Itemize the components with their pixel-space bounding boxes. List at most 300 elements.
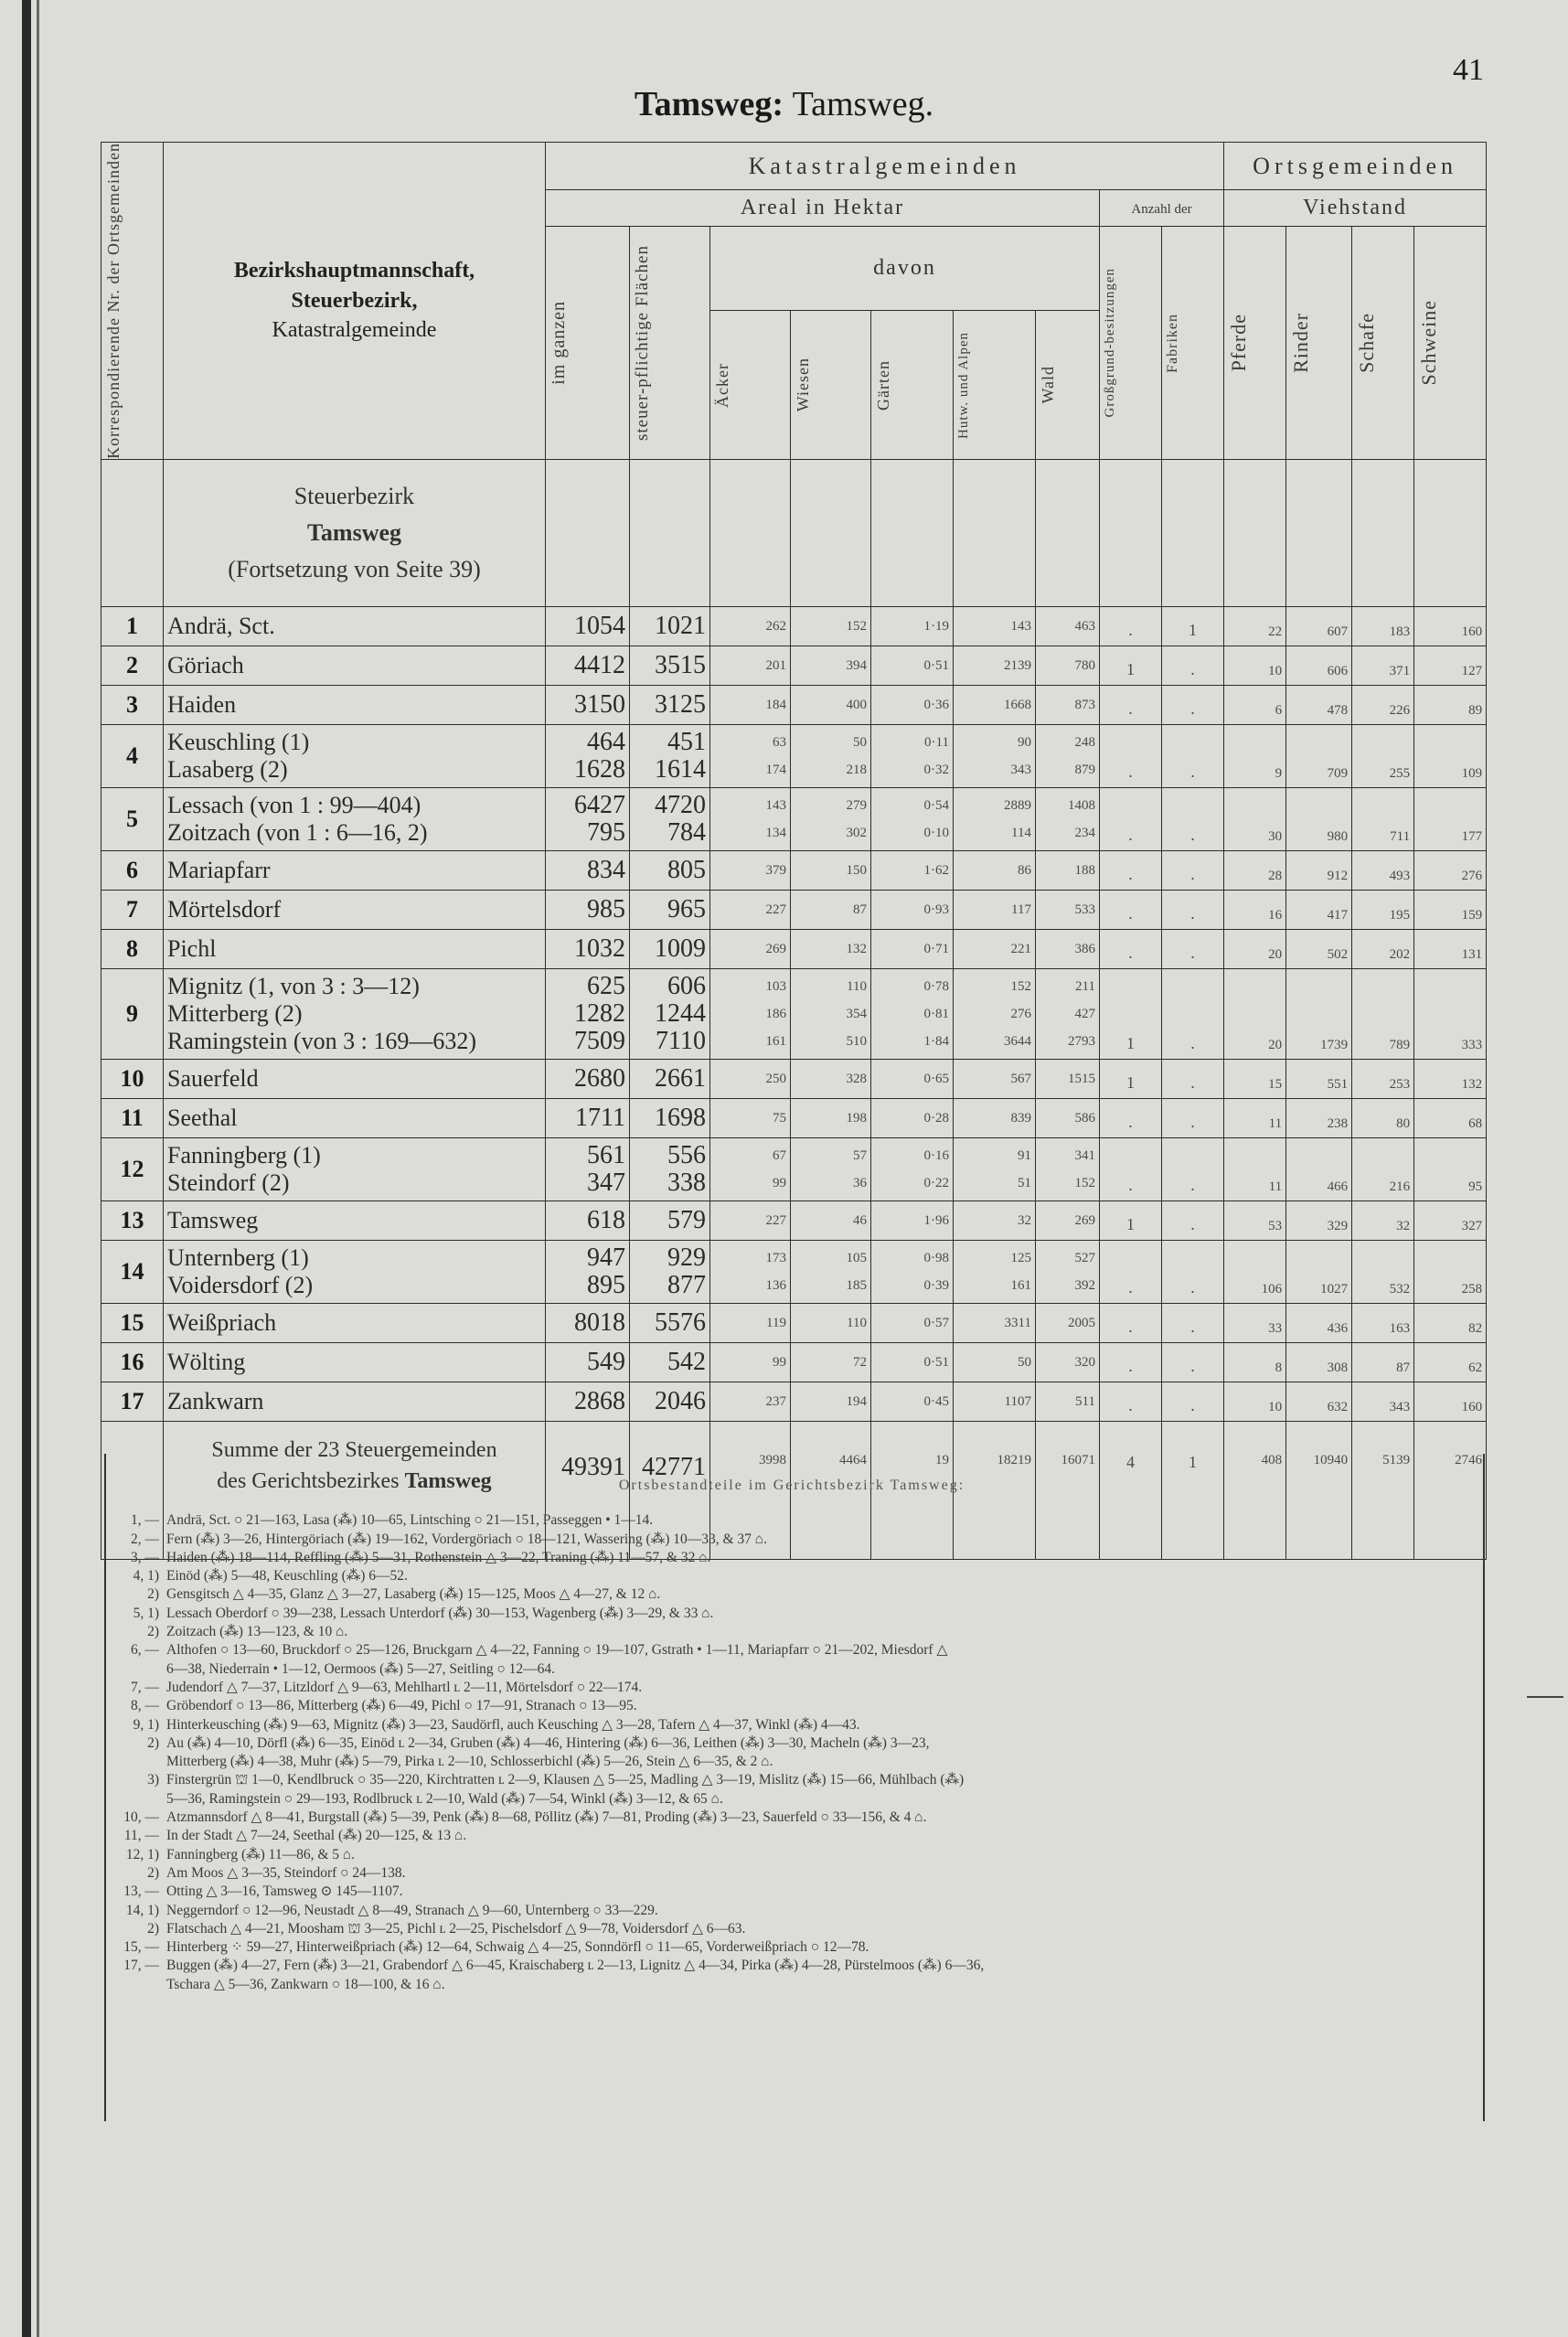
col-fabriken: . <box>1162 1303 1224 1342</box>
katastral-name: Tamsweg <box>167 1206 259 1233</box>
table-row <box>101 968 1487 1059</box>
title-main: Tamsweg: <box>634 85 784 123</box>
row-number: 9 <box>101 968 164 1059</box>
intro-cell: Steuerbezirk Tamsweg (Fortsetzung von Seite 39) <box>164 459 546 606</box>
col-grossgrund: 1 <box>1100 1059 1162 1098</box>
col-im-ganzen <box>546 1240 630 1303</box>
col-hutw-value: 161 <box>1010 1277 1031 1293</box>
summary-gross: 4 <box>1100 1421 1162 1559</box>
col-steuerpflichtig-value: 451 <box>667 727 706 756</box>
col-hutw-value: 221 <box>1010 941 1031 956</box>
col-wald <box>1036 1201 1100 1240</box>
col-im-ganzen-value: 561 <box>587 1140 625 1169</box>
col-wiesen-value: 150 <box>846 862 867 878</box>
col-wald-value: 1408 <box>1068 797 1095 813</box>
note-line <box>106 1920 1477 1938</box>
col-acker-value: 99 <box>773 1175 786 1190</box>
note-line <box>106 1790 1477 1809</box>
col-hutw <box>954 787 1036 850</box>
header-pferde: Pferde <box>1224 227 1286 460</box>
row-number: 15 <box>101 1303 164 1342</box>
note-text: Lessach Oberdorf ○ 39—238, Lessach Unterdorf (⁂) 30—153, Wagenberg (⁂) 3—29, & 33 ⌂. <box>166 1605 714 1621</box>
note-line <box>106 1957 1477 1975</box>
col-acker-value: 75 <box>773 1110 786 1126</box>
col-rinder: 466 <box>1286 1137 1352 1201</box>
col-rinder: 551 <box>1286 1059 1352 1098</box>
col-acker-value: 201 <box>765 657 786 673</box>
col-gaerten-value: 0·98 <box>923 1250 949 1265</box>
note-number <box>106 1790 166 1809</box>
binding-edge <box>22 0 31 2337</box>
note-number: 14, 1) <box>125 1902 159 1918</box>
note-number: 6, — <box>131 1642 159 1659</box>
col-fabriken: . <box>1162 1137 1224 1201</box>
col-acker-value: 161 <box>765 1033 786 1049</box>
note-number: 2) <box>147 1920 159 1937</box>
col-acker <box>710 724 791 787</box>
note-line <box>106 1697 1477 1715</box>
col-acker <box>710 1303 791 1342</box>
col-acker <box>710 1098 791 1137</box>
col-schafe: 493 <box>1352 850 1414 890</box>
header-wiesen: Wiesen <box>791 311 871 460</box>
col-im-ganzen-value: 618 <box>587 1205 625 1234</box>
note-line <box>106 1511 1477 1530</box>
col-wiesen <box>791 1201 871 1240</box>
col-wiesen-value: 132 <box>846 941 867 956</box>
col-gaerten-value: 0·51 <box>923 1354 949 1370</box>
table-row <box>101 850 1487 890</box>
col-steuerpflichtig-value: 3515 <box>655 650 706 679</box>
col-acker <box>710 1137 791 1201</box>
col-hutw-value: 1668 <box>1004 697 1031 712</box>
col-gaerten-value: 0·22 <box>923 1175 949 1190</box>
row-names <box>164 1240 546 1303</box>
header-grossgrund: Großgrund-besitzungen <box>1100 227 1162 460</box>
col-acker <box>710 1201 791 1240</box>
col-hutw-value: 2139 <box>1004 657 1031 673</box>
col-pferde: 16 <box>1224 890 1286 929</box>
col-wald-value: 248 <box>1074 734 1095 750</box>
summary-fab: 1 <box>1162 1421 1224 1559</box>
col-pferde: 10 <box>1224 646 1286 685</box>
col-steuerpflichtig-value: 5576 <box>655 1307 706 1337</box>
col-wiesen <box>791 968 871 1059</box>
col-steuerpflichtig-value: 1244 <box>655 998 706 1028</box>
col-grossgrund: . <box>1100 1342 1162 1382</box>
row-number: 11 <box>101 1098 164 1137</box>
col-wiesen <box>791 1382 871 1421</box>
col-grossgrund: . <box>1100 1098 1162 1137</box>
katastral-name: Pichl <box>167 934 217 962</box>
col-hutw <box>954 890 1036 929</box>
col-acker-value: 174 <box>765 762 786 777</box>
col-hutw <box>954 968 1036 1059</box>
col-im-ganzen-value: 947 <box>587 1243 625 1272</box>
binding-edge-line <box>37 0 39 2337</box>
col-wiesen-value: 57 <box>853 1147 867 1163</box>
row-names <box>164 724 546 787</box>
table-row <box>101 724 1487 787</box>
col-acker <box>710 646 791 685</box>
col-wald-value: 873 <box>1074 697 1095 712</box>
katastral-name: Mörtelsdorf <box>167 895 282 923</box>
col-grossgrund: . <box>1100 724 1162 787</box>
col-wiesen-value: 36 <box>853 1175 867 1190</box>
col-wald-value: 320 <box>1074 1354 1095 1370</box>
col-wiesen <box>791 606 871 646</box>
col-steuerpflichtig-value: 805 <box>667 855 706 884</box>
col-wiesen-value: 194 <box>846 1393 867 1409</box>
note-number: 2, — <box>131 1531 159 1547</box>
col-gaerten <box>871 1098 954 1137</box>
col-fabriken: . <box>1162 1342 1224 1382</box>
col-wald <box>1036 929 1100 968</box>
katastral-name: Mitterberg (2) <box>167 999 303 1027</box>
col-im-ganzen <box>546 606 630 646</box>
col-wald-value: 780 <box>1074 657 1095 673</box>
col-acker-value: 184 <box>765 697 786 712</box>
col-im-ganzen-value: 6427 <box>574 790 625 819</box>
col-gaerten-value: 0·28 <box>923 1110 949 1126</box>
row-number: 1 <box>101 606 164 646</box>
note-text: Gröbendorf ○ 13—86, Mitterberg (⁂) 6—49, Pichl ○ 17—91, Stranach ○ 13—95. <box>166 1698 637 1714</box>
col-wiesen-value: 218 <box>846 762 867 777</box>
col-gaerten-value: 1·62 <box>923 862 949 878</box>
col-steuerpflichtig-value: 4720 <box>655 790 706 819</box>
col-schweine: 177 <box>1414 787 1487 850</box>
col-rinder: 632 <box>1286 1382 1352 1421</box>
col-wiesen-value: 279 <box>846 797 867 813</box>
note-number: 7, — <box>131 1679 159 1695</box>
notes-list <box>106 1511 1477 1994</box>
col-steuerpflichtig <box>630 1059 710 1098</box>
col-schafe: 183 <box>1352 606 1414 646</box>
note-number: 17, — <box>123 1958 159 1974</box>
col-wald <box>1036 685 1100 724</box>
header-areal: Areal in Hektar <box>546 190 1100 227</box>
summary-line1: Summe der 23 Steuergemeinden <box>211 1437 497 1462</box>
col-im-ganzen-value: 1711 <box>575 1103 625 1132</box>
col-pferde: 20 <box>1224 968 1286 1059</box>
note-number: 3) <box>147 1772 159 1788</box>
col-hutw-value: 114 <box>1011 825 1031 840</box>
row-number: 4 <box>101 724 164 787</box>
note-line <box>106 1641 1477 1659</box>
col-pferde: 33 <box>1224 1303 1286 1342</box>
katastral-name: Wölting <box>167 1348 246 1375</box>
col-im-ganzen <box>546 1382 630 1421</box>
col-schweine: 62 <box>1414 1342 1487 1382</box>
col-acker-value: 379 <box>765 862 786 878</box>
col-steuerpflichtig-value: 784 <box>667 817 706 847</box>
col-acker <box>710 1059 791 1098</box>
table-row <box>101 1240 1487 1303</box>
col-steuerpflichtig-value: 2661 <box>655 1063 706 1093</box>
header-steuerpflichtig: steuer-pflichtige Flächen <box>630 227 710 460</box>
col-acker-value: 173 <box>765 1250 786 1265</box>
col-schweine: 82 <box>1414 1303 1487 1342</box>
note-number: 2) <box>147 1586 159 1603</box>
margin-mark <box>1527 1696 1563 1698</box>
col-wald-value: 533 <box>1074 902 1095 917</box>
katastral-name: Andrä, Sct. <box>167 612 275 639</box>
header-schafe: Schafe <box>1352 227 1414 460</box>
col-steuerpflichtig-value: 3125 <box>655 689 706 719</box>
col-gaerten-value: 0·45 <box>923 1393 949 1409</box>
row-number: 7 <box>101 890 164 929</box>
col-wald <box>1036 606 1100 646</box>
row-names <box>164 646 546 685</box>
col-im-ganzen <box>546 890 630 929</box>
col-gaerten <box>871 1303 954 1342</box>
col-acker-value: 119 <box>766 1315 786 1330</box>
header-fabriken: Fabriken <box>1162 227 1224 460</box>
col-pferde: 8 <box>1224 1342 1286 1382</box>
col-im-ganzen-value: 1032 <box>574 934 625 963</box>
col-acker-value: 136 <box>765 1277 786 1293</box>
col-pferde: 11 <box>1224 1137 1286 1201</box>
page-number: 41 <box>1453 53 1484 87</box>
col-im-ganzen-value: 3150 <box>574 689 625 719</box>
col-pferde: 6 <box>1224 685 1286 724</box>
col-schweine: 160 <box>1414 606 1487 646</box>
katastral-name: Sauerfeld <box>167 1064 259 1092</box>
col-wiesen-value: 354 <box>846 1006 867 1021</box>
row-names <box>164 1342 546 1382</box>
row-number: 13 <box>101 1201 164 1240</box>
col-acker <box>710 929 791 968</box>
col-im-ganzen <box>546 968 630 1059</box>
katastral-name: Steindorf (2) <box>167 1168 290 1196</box>
katastral-name: Ramingstein (von 3 : 169—632) <box>167 1027 476 1054</box>
summary-ganz: 49391 <box>546 1421 630 1559</box>
col-wald-value: 1515 <box>1068 1071 1095 1086</box>
col-wald-value: 269 <box>1074 1212 1095 1228</box>
table-row <box>101 685 1487 724</box>
col-steuerpflichtig <box>630 968 710 1059</box>
col-acker <box>710 685 791 724</box>
col-wiesen <box>791 1137 871 1201</box>
col-steuerpflichtig <box>630 1342 710 1382</box>
col-wiesen-value: 50 <box>853 734 867 750</box>
row-names <box>164 1382 546 1421</box>
col-fabriken: . <box>1162 850 1224 890</box>
col-wald-value: 463 <box>1074 618 1095 634</box>
col-im-ganzen-value: 895 <box>587 1270 625 1299</box>
col-wald <box>1036 1137 1100 1201</box>
col-wald <box>1036 890 1100 929</box>
col-fabriken: . <box>1162 724 1224 787</box>
col-schweine: 159 <box>1414 890 1487 929</box>
col-im-ganzen-value: 8018 <box>574 1307 625 1337</box>
note-text: Zoitzach (⁂) 13—123, & 10 ⌂. <box>166 1624 348 1640</box>
col-wiesen-value: 400 <box>846 697 867 712</box>
col-wiesen <box>791 1098 871 1137</box>
col-hutw-value: 51 <box>1018 1175 1031 1190</box>
col-hutw-value: 50 <box>1018 1354 1031 1370</box>
katastral-name: Unternberg (1) <box>167 1243 309 1271</box>
table-row <box>101 929 1487 968</box>
intro-nr <box>101 459 164 606</box>
note-text: Otting △ 3—16, Tamsweg ⊙ 145—1107. <box>166 1883 403 1900</box>
col-fabriken: . <box>1162 1059 1224 1098</box>
col-acker-value: 99 <box>773 1354 786 1370</box>
note-number: 3, — <box>131 1549 159 1565</box>
note-text: Gensgitsch △ 4—35, Glanz △ 3—27, Lasaberg (⁂) 15—125, Moos △ 4—27, & 12 ⌂. <box>166 1586 661 1603</box>
header-gaerten: Gärten <box>871 311 954 460</box>
col-steuerpflichtig <box>630 1098 710 1137</box>
row-names <box>164 968 546 1059</box>
row-names <box>164 1303 546 1342</box>
col-hutw <box>954 1201 1036 1240</box>
col-im-ganzen <box>546 1201 630 1240</box>
summary-hutw: 18219 <box>954 1421 1036 1559</box>
col-steuerpflichtig-value: 1009 <box>655 934 706 963</box>
col-schweine: 132 <box>1414 1059 1487 1098</box>
col-gaerten-value: 0·51 <box>923 657 949 673</box>
col-acker <box>710 1382 791 1421</box>
katastral-name: Lessach (von 1 : 99—404) <box>167 791 421 818</box>
col-gaerten <box>871 787 954 850</box>
col-wiesen <box>791 890 871 929</box>
note-text: Fanningberg (⁂) 11—86, & 5 ⌂. <box>166 1846 356 1862</box>
col-gaerten-value: 0·39 <box>923 1277 949 1293</box>
col-fabriken: . <box>1162 646 1224 685</box>
col-wald-value: 527 <box>1074 1250 1095 1265</box>
col-steuerpflichtig-value: 965 <box>667 894 706 923</box>
col-pferde: 53 <box>1224 1201 1286 1240</box>
note-text: Finstergrün ⛫ 1—0, Kendlbruck ○ 35—220, Kirchtratten ʟ 2—9, Klausen △ 5—25, Madling △ 3—19, Mislitz (⁂) 15—66, Mühlbach (⁂) <box>166 1772 965 1788</box>
note-line <box>106 1902 1477 1920</box>
table-row <box>101 787 1487 850</box>
header-davon: davon <box>710 227 1100 311</box>
col-wiesen <box>791 646 871 685</box>
col-gaerten <box>871 724 954 787</box>
note-number: 2) <box>147 1734 159 1751</box>
note-number: 1, — <box>131 1512 159 1529</box>
col-wald-value: 211 <box>1075 978 1095 994</box>
note-text: Mitterberg (⁂) 4—38, Muhr (⁂) 5—79, Pirka ʟ 2—10, Schlosserbichl (⁂) 5—26, Stein △ 6—35, & 2 ⌂. <box>166 1754 773 1770</box>
col-pferde: 9 <box>1224 724 1286 787</box>
col-im-ganzen <box>546 1342 630 1382</box>
col-steuerpflichtig-value: 338 <box>667 1168 706 1197</box>
col-gaerten <box>871 1382 954 1421</box>
note-line <box>106 1938 1477 1957</box>
col-schafe: 711 <box>1352 787 1414 850</box>
row-names <box>164 1098 546 1137</box>
col-wiesen <box>791 1059 871 1098</box>
col-schweine: 327 <box>1414 1201 1487 1240</box>
col-wald-value: 234 <box>1074 825 1095 840</box>
col-hutw <box>954 1342 1036 1382</box>
col-schweine: 131 <box>1414 929 1487 968</box>
note-text: Am Moos △ 3—35, Steindorf ○ 24—138. <box>166 1864 406 1881</box>
col-hutw <box>954 1137 1036 1201</box>
col-hutw <box>954 1240 1036 1303</box>
col-schafe: 255 <box>1352 724 1414 787</box>
table-row <box>101 1201 1487 1240</box>
note-text: In der Stadt △ 7—24, Seethal (⁂) 20—125, & 13 ⌂. <box>166 1828 467 1844</box>
col-pferde: 20 <box>1224 929 1286 968</box>
col-steuerpflichtig <box>630 1240 710 1303</box>
col-hutw-value: 3644 <box>1004 1033 1031 1049</box>
col-wald-value: 188 <box>1074 862 1095 878</box>
note-text: Flatschach △ 4—21, Moosham ⛫ 3—25, Pichl ʟ 2—25, Pischelsdorf △ 9—78, Voidersdorf △ 6—63. <box>166 1920 746 1937</box>
row-names <box>164 685 546 724</box>
col-steuerpflichtig <box>630 850 710 890</box>
col-gaerten <box>871 646 954 685</box>
col-wiesen-value: 394 <box>846 657 867 673</box>
col-im-ganzen-value: 7509 <box>574 1026 625 1055</box>
col-rinder: 606 <box>1286 646 1352 685</box>
col-rinder: 478 <box>1286 685 1352 724</box>
col-schweine: 95 <box>1414 1137 1487 1201</box>
col-fabriken: . <box>1162 1382 1224 1421</box>
col-acker-value: 103 <box>765 978 786 994</box>
col-wiesen-value: 510 <box>846 1033 867 1049</box>
col-steuerpflichtig-value: 606 <box>667 971 706 1000</box>
col-im-ganzen-value: 985 <box>587 894 625 923</box>
col-pferde: 106 <box>1224 1240 1286 1303</box>
col-hutw-value: 276 <box>1010 1006 1031 1021</box>
col-im-ganzen <box>546 646 630 685</box>
note-line <box>106 1883 1477 1901</box>
col-steuerpflichtig-value: 2046 <box>655 1386 706 1415</box>
note-number: 13, — <box>123 1883 159 1900</box>
col-wald-value: 511 <box>1075 1393 1095 1409</box>
col-grossgrund: 1 <box>1100 1201 1162 1240</box>
col-wald <box>1036 787 1100 850</box>
col-gaerten-value: 0·93 <box>923 902 949 917</box>
col-gaerten-value: 0·16 <box>923 1147 949 1163</box>
col-hutw-value: 143 <box>1010 618 1031 634</box>
col-wald-value: 152 <box>1074 1175 1095 1190</box>
col-grossgrund: . <box>1100 929 1162 968</box>
col-wald <box>1036 1059 1100 1098</box>
col-acker <box>710 850 791 890</box>
col-steuerpflichtig <box>630 724 710 787</box>
col-hutw-value: 91 <box>1018 1147 1031 1163</box>
col-wald-value: 386 <box>1074 941 1095 956</box>
note-number: 11, — <box>123 1828 159 1844</box>
table-row <box>101 1303 1487 1342</box>
col-hutw <box>954 1059 1036 1098</box>
col-gaerten-value: 0·10 <box>923 825 949 840</box>
col-hutw-value: 567 <box>1010 1071 1031 1086</box>
col-schafe: 32 <box>1352 1201 1414 1240</box>
note-text: Hinterkeusching (⁂) 9—63, Mignitz (⁂) 3—23, Saudörfl, auch Keusching △ 3—28, Tafern △ 4—37, Winkl (⁂) 4—43. <box>166 1716 860 1733</box>
col-rinder: 308 <box>1286 1342 1352 1382</box>
col-wiesen-value: 87 <box>853 902 867 917</box>
row-names <box>164 929 546 968</box>
col-gaerten-value: 1·96 <box>923 1212 949 1228</box>
note-text: Au (⁂) 4—10, Dörfl (⁂) 6—35, Einöd ʟ 2—34, Gruben (⁂) 4—46, Hintering (⁂) 6—36, Leithen (⁂) 3—30, Macheln (⁂) 3—23, <box>166 1734 930 1751</box>
note-text: Einöd (⁂) 5—48, Keuschling (⁂) 6—52. <box>166 1568 408 1585</box>
col-im-ganzen-value: 2868 <box>574 1386 625 1415</box>
col-im-ganzen <box>546 1137 630 1201</box>
col-hutw <box>954 1098 1036 1137</box>
header-schweine: Schweine <box>1414 227 1487 460</box>
header-viehstand: Viehstand <box>1224 190 1487 227</box>
col-acker-value: 269 <box>765 941 786 956</box>
col-wald-value: 427 <box>1074 1006 1095 1021</box>
col-steuerpflichtig-value: 7110 <box>656 1026 706 1055</box>
summary-line2: des Gerichtsbezirkes Tamsweg <box>217 1468 492 1493</box>
col-im-ganzen-value: 1054 <box>574 611 625 640</box>
col-rinder: 980 <box>1286 787 1352 850</box>
col-hutw-value: 90 <box>1018 734 1031 750</box>
